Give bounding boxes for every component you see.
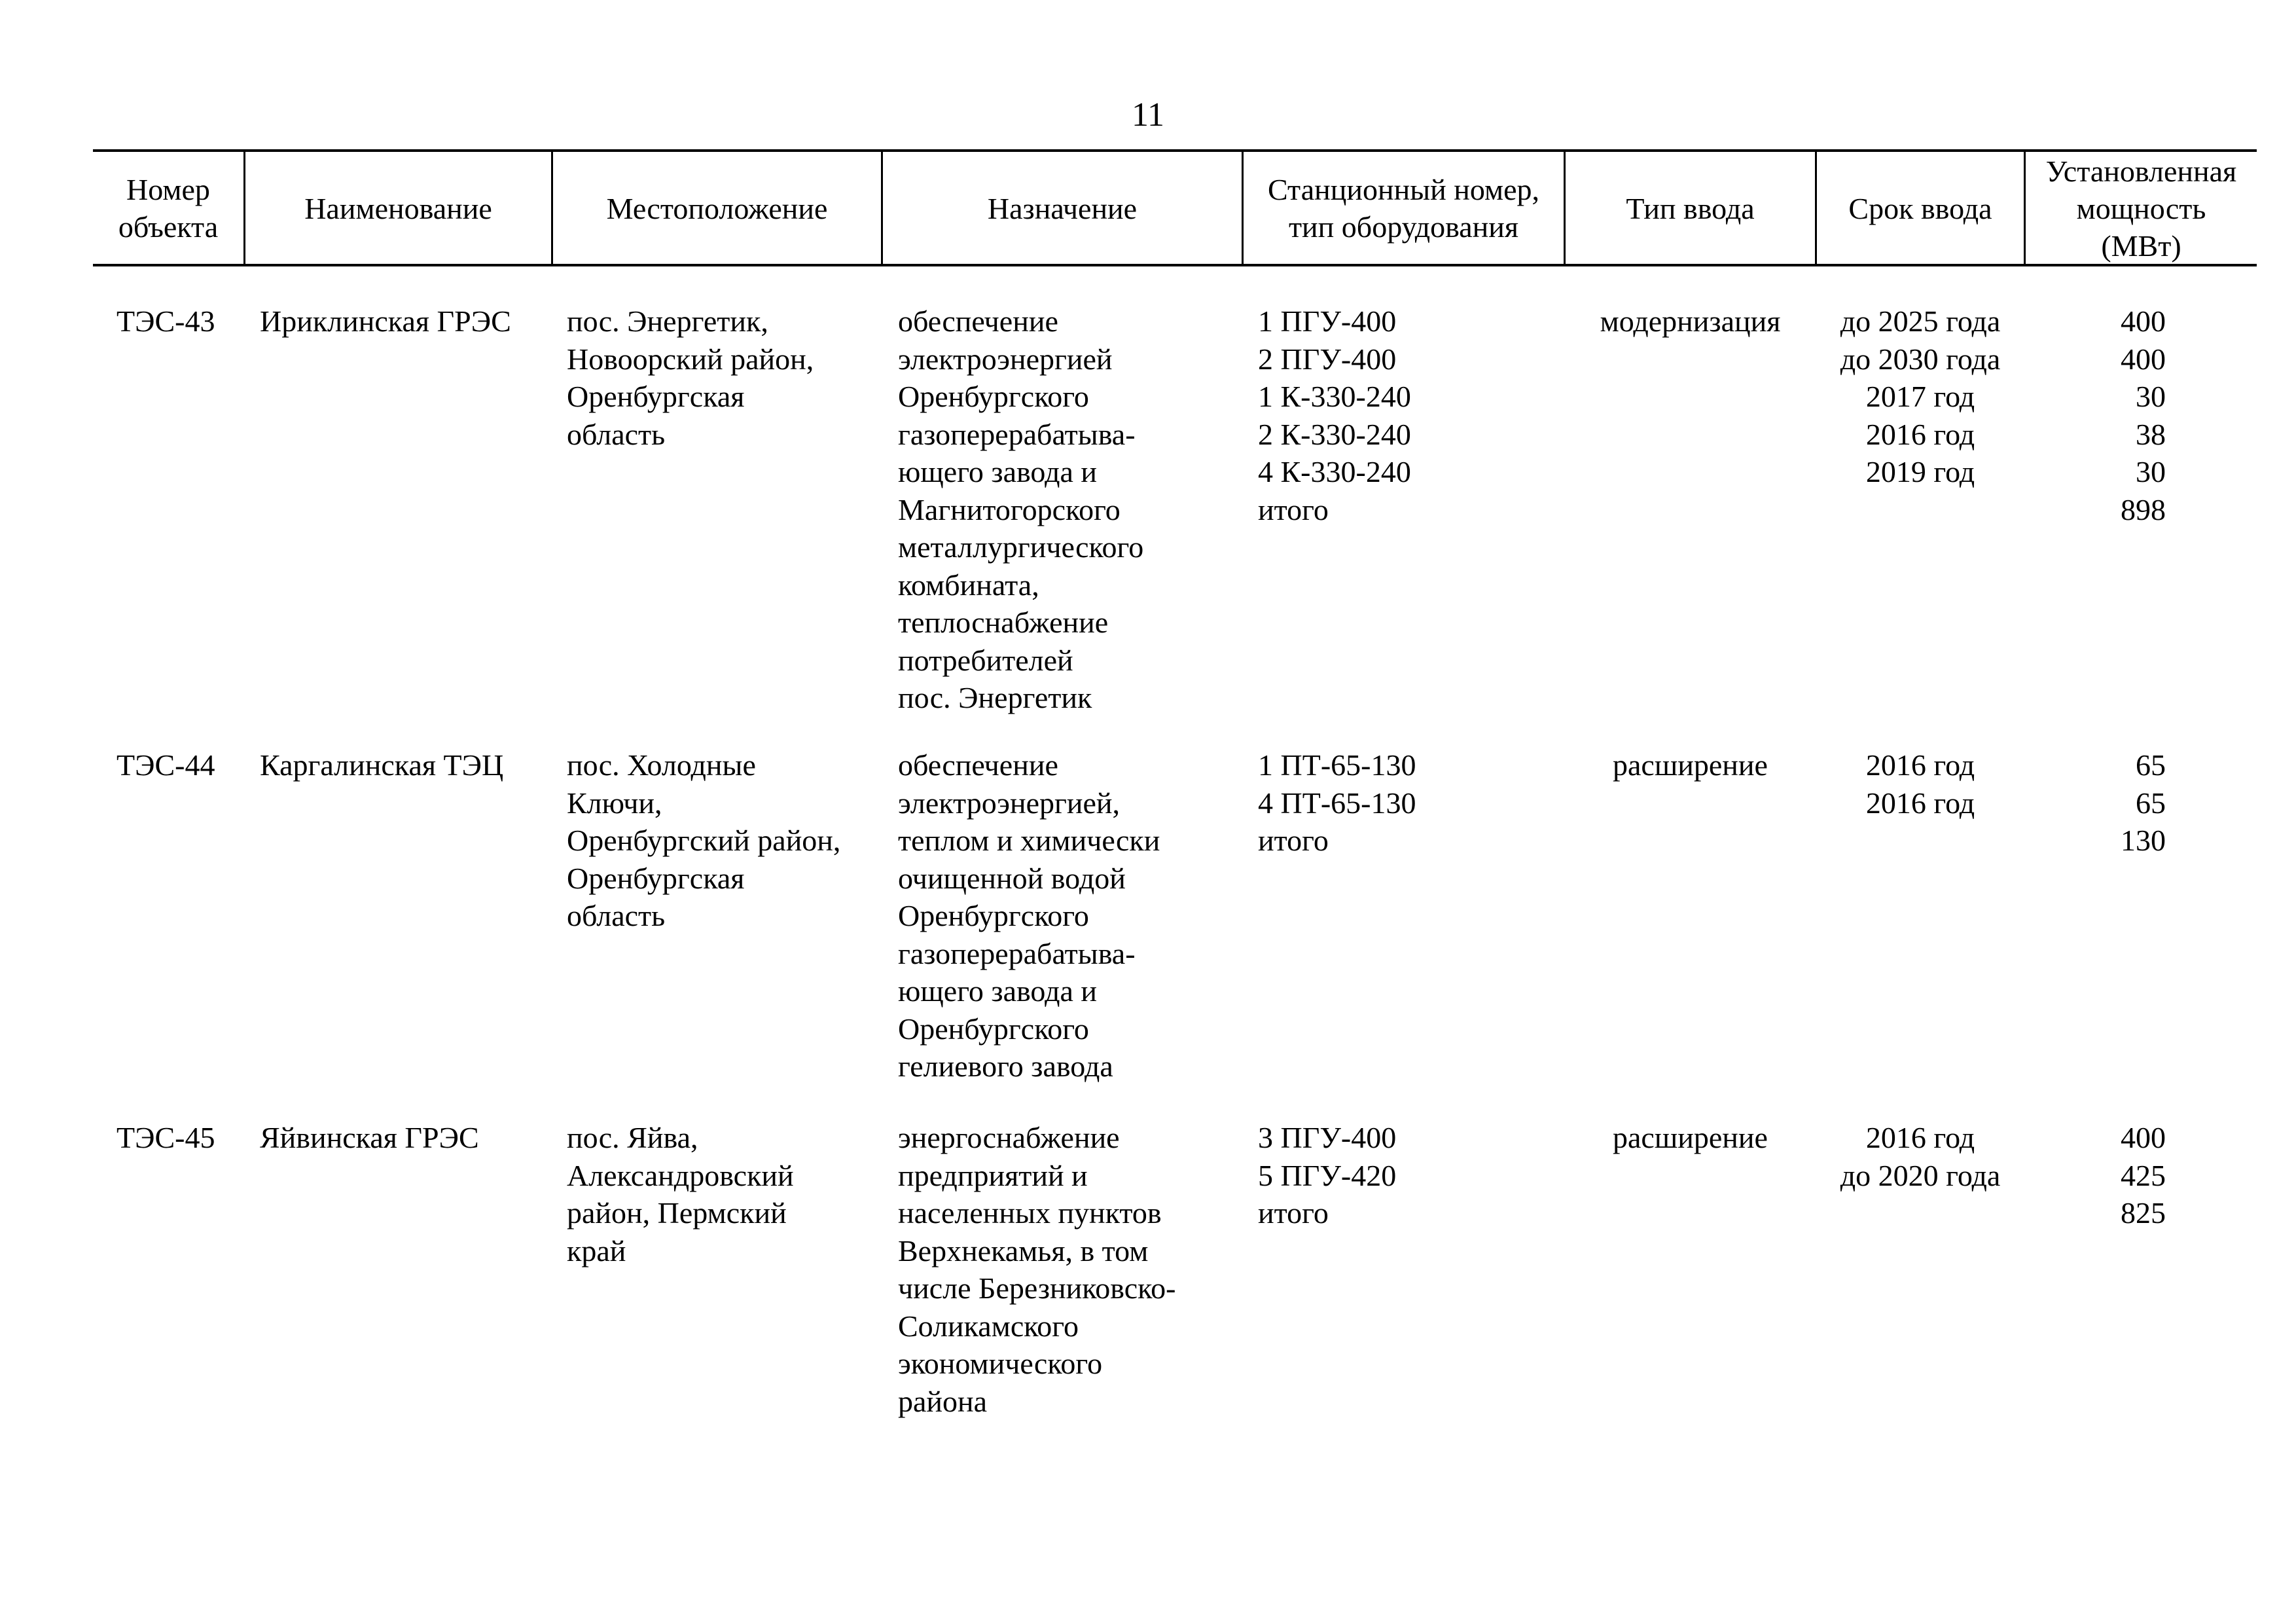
object-number: ТЭС-43	[117, 304, 215, 338]
purpose-line: гелиевого завода	[898, 1049, 1113, 1083]
equipment-line: 4 ПТ-65-130	[1258, 786, 1416, 820]
purpose-line: предприятий и	[898, 1158, 1088, 1192]
capacity-line: 65	[2136, 748, 2166, 782]
equipment-line: 1 ПТ-65-130	[1258, 748, 1416, 782]
capacity-line: 400	[2121, 1121, 2166, 1154]
object-name: Каргалинская ТЭЦ	[260, 748, 504, 782]
page-number: 11	[1131, 96, 1165, 134]
date-line: 2016 год	[1865, 1121, 1975, 1154]
equipment-line: итого	[1258, 492, 1329, 526]
object-input-type: расширение	[1613, 748, 1768, 782]
object-input-dates	[1817, 1119, 2024, 1194]
object-equipment	[1258, 746, 1416, 860]
capacity-line: 38	[2136, 417, 2166, 451]
object-location	[567, 1119, 794, 1269]
header-line: Станционный номер,	[1267, 173, 1540, 206]
purpose-line: населенных пунктов	[898, 1196, 1162, 1230]
date-line: до 2020 года	[1840, 1158, 2001, 1192]
capacity-line: 400	[2121, 304, 2166, 338]
equipment-line: 2 К-330-240	[1258, 417, 1411, 451]
equipment-line: 2 ПГУ-400	[1258, 342, 1397, 376]
header-line: Назначение	[987, 191, 1138, 225]
purpose-line: Магнитогорского	[898, 492, 1121, 526]
purpose-line: электроэнергией	[898, 342, 1113, 376]
purpose-line: ющего завода и	[898, 455, 1098, 488]
purpose-line: комбината,	[898, 568, 1039, 602]
purpose-line: числе Березниковско-	[898, 1271, 1176, 1305]
equipment-line: итого	[1258, 824, 1329, 857]
location-line: область	[567, 417, 666, 451]
header-capacity	[2026, 152, 2257, 264]
equipment-line: 5 ПГУ-420	[1258, 1158, 1397, 1192]
purpose-line: потребителей	[898, 643, 1073, 677]
capacity-line: 65	[2136, 786, 2166, 820]
purpose-line: обеспечение	[898, 304, 1058, 338]
header-line: Наименование	[304, 191, 492, 225]
equipment-line: 3 ПГУ-400	[1258, 1121, 1397, 1154]
capacity-line: 825	[2121, 1196, 2166, 1230]
header-line: (МВт)	[2101, 228, 2181, 263]
location-line: область	[567, 899, 666, 932]
purpose-line: ющего завода и	[898, 974, 1098, 1008]
object-number: ТЭС-44	[117, 748, 215, 782]
location-line: Оренбургская	[567, 861, 745, 895]
header-purpose	[883, 152, 1242, 264]
equipment-line: 4 К-330-240	[1258, 455, 1411, 488]
location-line: Ключи,	[567, 786, 662, 820]
object-purpose	[898, 302, 1143, 717]
object-purpose	[898, 746, 1160, 1085]
object-purpose	[898, 1119, 1175, 1420]
header-line: Номер	[126, 173, 210, 206]
date-line: 2019 год	[1865, 455, 1975, 488]
location-line: пос. Яйва,	[567, 1121, 698, 1154]
header-equipment	[1244, 152, 1564, 264]
header-line: объекта	[118, 210, 219, 244]
date-line: до 2025 года	[1840, 304, 2001, 338]
date-line: 2016 год	[1865, 748, 1975, 782]
purpose-line: металлургического	[898, 530, 1144, 564]
header-input-type	[1566, 152, 1815, 264]
object-input-type: модернизация	[1600, 304, 1781, 338]
purpose-line: газоперерабатыва-	[898, 936, 1136, 970]
header-line: тип оборудования	[1288, 210, 1519, 244]
object-input-dates	[1817, 746, 2024, 822]
location-line: Александровский	[567, 1158, 794, 1192]
capacity-line: 130	[2121, 824, 2166, 857]
purpose-line: Верхнекамья, в том	[898, 1233, 1149, 1267]
purpose-line: Оренбургского	[898, 899, 1089, 932]
capacity-line: 898	[2121, 492, 2166, 526]
header-line: Срок ввода	[1848, 191, 1992, 225]
purpose-line: очищенной водой	[898, 861, 1126, 895]
object-input-type: расширение	[1613, 1121, 1768, 1154]
purpose-line: района	[898, 1384, 988, 1418]
capacity-line: 425	[2121, 1158, 2166, 1192]
object-equipment	[1258, 1119, 1396, 1232]
object-name: Яйвинская ГРЭС	[260, 1121, 479, 1154]
capacity-line: 400	[2121, 342, 2166, 376]
location-line: район, Пермский	[567, 1196, 787, 1230]
purpose-line: электроэнергией,	[898, 786, 1121, 820]
purpose-line: пос. Энергетик	[898, 681, 1092, 714]
purpose-line: теплом и химически	[898, 824, 1160, 857]
location-line: Оренбургский район,	[567, 824, 841, 857]
equipment-line: 1 К-330-240	[1258, 380, 1411, 413]
capacity-line: 30	[2136, 455, 2166, 488]
date-line: 2016 год	[1865, 417, 1975, 451]
date-line: 2017 год	[1865, 380, 1975, 413]
date-line: до 2030 года	[1840, 342, 2001, 376]
purpose-line: обеспечение	[898, 748, 1058, 782]
object-input-dates	[1817, 302, 2024, 491]
purpose-line: экономического	[898, 1347, 1103, 1380]
header-line: Установленная	[2045, 154, 2237, 188]
purpose-line: энергоснабжение	[898, 1121, 1120, 1154]
header-object-number	[93, 152, 243, 264]
object-capacity	[2026, 1119, 2166, 1232]
location-line: Оренбургская	[567, 380, 745, 413]
capacity-line: 30	[2136, 380, 2166, 413]
object-number: ТЭС-45	[117, 1121, 215, 1154]
purpose-line: Оренбургского	[898, 1012, 1089, 1046]
object-location	[567, 746, 840, 935]
object-capacity	[2026, 746, 2166, 860]
location-line: Новоорский район,	[567, 342, 814, 376]
object-equipment	[1258, 302, 1411, 528]
header-input-date	[1817, 152, 2024, 264]
location-line: край	[567, 1233, 626, 1267]
object-location	[567, 302, 814, 453]
header-name	[245, 152, 551, 264]
header-line: мощность	[2076, 191, 2206, 225]
equipment-line: 1 ПГУ-400	[1258, 304, 1397, 338]
header-location	[553, 152, 881, 264]
purpose-line: газоперерабатыва-	[898, 417, 1136, 451]
purpose-line: Соликамского	[898, 1309, 1079, 1343]
header-line: Местоположение	[606, 191, 828, 225]
object-capacity	[2026, 302, 2166, 528]
date-line: 2016 год	[1865, 786, 1975, 820]
location-line: пос. Холодные	[567, 748, 756, 782]
location-line: пос. Энергетик,	[567, 304, 768, 338]
purpose-line: теплоснабжение	[898, 606, 1109, 639]
equipment-line: итого	[1258, 1196, 1329, 1230]
header-line: Тип ввода	[1626, 191, 1755, 225]
purpose-line: Оренбургского	[898, 380, 1089, 413]
object-name: Ириклинская ГРЭС	[260, 304, 511, 338]
